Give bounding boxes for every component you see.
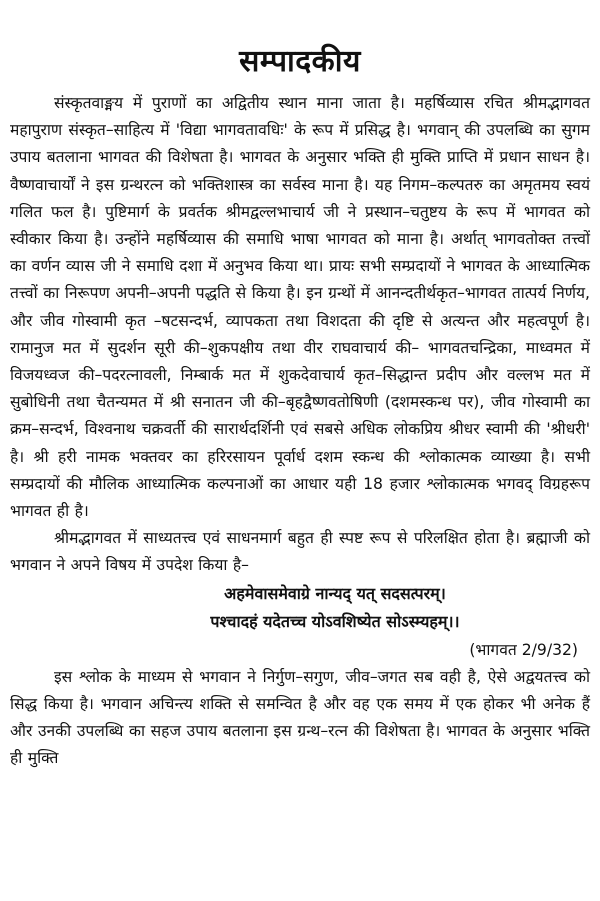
explanation-paragraph: इस श्लोक के माध्यम से भगवान ने निर्गुण–सगुण, जीव–जगत सब वही है, ऐसे अद्वयतत्त्व को सिद्ध किया है। भगवान अचिन्त्य शक्ति से समन्वित है और वह एक समय में एक होकर भी अनेक हैं और उनकी उपलब्धि का सहज उपाय बतलाना इस ग्रन्थ–रत्न की विशेषता है। भागवत के अनुसार भक्ति ही मुक्ति <box>10 667 590 768</box>
shloka-line-1: अहमेवासमेवाग्रे नान्यद् यत् सदसत्परम्। <box>224 583 446 603</box>
page-title: सम्पादकीय <box>239 44 361 79</box>
shloka-line-2: पश्चादहं यदेतच्च योऽवशिष्येत सोऽस्म्यहम्।। <box>210 611 460 631</box>
sadhya-paragraph: श्रीमद्भागवत में साध्यतत्त्व एवं साधनमार्ग बहुत ही स्पष्ट रूप से परिलक्षित होता है। ब्रह्माजी को भगवान ने अपने विषय में उपदेश किया है– <box>10 529 590 575</box>
intro-paragraph: संस्कृतवाङ्मय में पुराणों का अद्वितीय स्थान माना जाता है। महर्षिव्यास रचित श्रीमद्भागवत महापुराण संस्कृत–साहित्य में 'विद्या भागवतावधिः' के रूप में प्रसिद्ध है। भगवान् की उपलब्धि का सुगम उपाय बतलाना भागवत की विशेषता है। भागवत के अनुसार भक्ति ही मुक्ति प्राप्ति में प्रधान साधन है। वैष्णवाचार्यों ने इस ग्रन्थरत्न को भक्तिशास्त्र का सर्वस्व माना है। यह निगम–कल्पतरु का अमृतमय स्वयं गलित फल है। पुष्टिमार्ग के प्रवर्तक श्रीमद्वल्लभाचार्य जी ने प्रस्थान–चतुष्टय के रूप में भागवत को स्वीकार किया है। उन्होंने महर्षिव्यास की समाधि भाषा भागवत को माना है। अर्थात् भागवतोक्त तत्त्वों का वर्णन व्यास जी ने समाधि दशा में अनुभव किया था। प्रायः सभी सम्प्रदायों ने भागवत के आध्यात्मिक तत्त्वों का निरूपण अपनी–अपनी पद्धति से किया है। इन ग्रन्थों में आनन्दतीर्थकृत–भागवत तात्पर्य निर्णय, और जीव गोस्वामी कृत –षटसन्दर्भ, व्यापकता तथा विशदता की दृष्टि से अत्यन्त और महत्वपूर्ण है। रामानुज मत में सुदर्शन सूरी की–शुकपक्षीय तथा वीर राघवाचार्य की– भागवतचन्द्रिका, माध्वमत में विजयध्वज की–पदरत्नावली, निम्बार्क मत में शुकदेवाचार्य कृत–सिद्धान्त प्रदीप और वल्लभ मत में सुबोधिनी तथा चैतन्यमत में श्री सनातन जी की–बृहद्वैष्णवतोषिणी (दशमस्कन्ध पर), जीव गोस्वामी का क्रम–सन्दर्भ, विश्वनाथ चक्रवर्ती की सारार्थदर्शिनी एवं सबसे अधिक लोकप्रिय श्रीधर स्वामी की 'श्रीधरी' है। श्री हरी नामक भक्तवर का हरिरसायन पूर्वार्ध दशम स्कन्ध की श्लोकात्मक व्याख्या है। सभी सम्प्रदायों की मौलिक आध्यात्मिक कल्पनाओं का आधार यही 18 हजार श्लोकात्मक भगवद् विग्रहरूप भागवत ही है। <box>10 94 590 521</box>
shloka-block <box>10 580 590 636</box>
shloka-reference: (भागवत 2/9/32) <box>469 640 578 659</box>
